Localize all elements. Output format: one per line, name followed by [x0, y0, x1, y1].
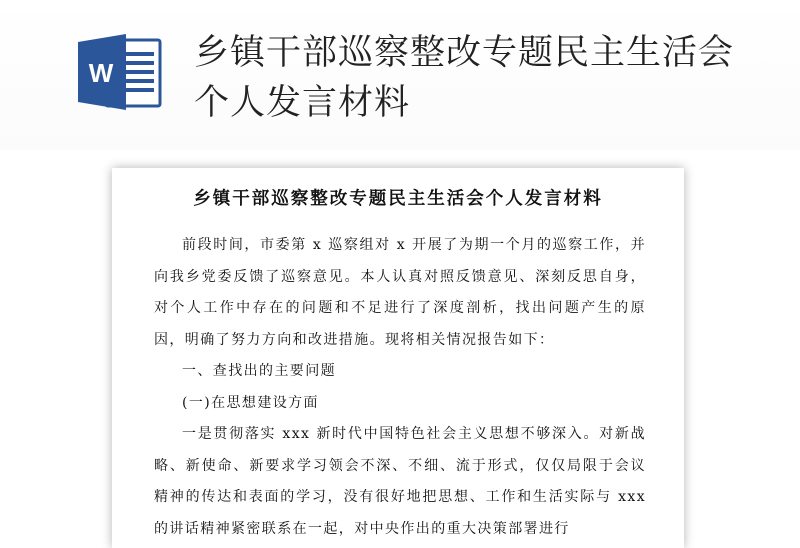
- document-title: 乡镇干部巡察整改专题民主生活会个人发言材料: [193, 189, 603, 209]
- body-paragraph: 一是贯彻落实 xxx 新时代中国特色社会主义思想不够深入。对新战略、新使命、新要求学习领会不深、不细、流于形式，仅仅局限于会议精神的传达和表面的学习，没有很好地把思想、工作和生活实际与 xxx 的讲话精神紧密联系在一起，对中央作出的重大决策部署进行: [154, 426, 646, 537]
- intro-paragraph: 前段时间，市委第 x 巡察组对 x 开展了为期一个月的巡察工作，并向我乡党委反馈了巡察意见。本人认真对照反馈意见、深刻反思自身，对个人工作中存在的问题和不足进行了深度剖析，找出问题产生的原因，明确了努力方向和改进措施。现将相关情况报告如下：: [154, 237, 646, 348]
- banner: [0, 0, 800, 150]
- subsection-heading: (一)在思想建设方面: [182, 394, 319, 411]
- banner-title: 乡镇干部巡察整改专题民主生活会个人发言材料: [194, 33, 735, 123]
- word-document-icon: [76, 32, 164, 112]
- svg-text:W: W: [88, 58, 114, 88]
- document-body: [154, 230, 646, 545]
- section-heading: 一、查找出的主要问题: [182, 363, 336, 379]
- document-page: [112, 168, 684, 548]
